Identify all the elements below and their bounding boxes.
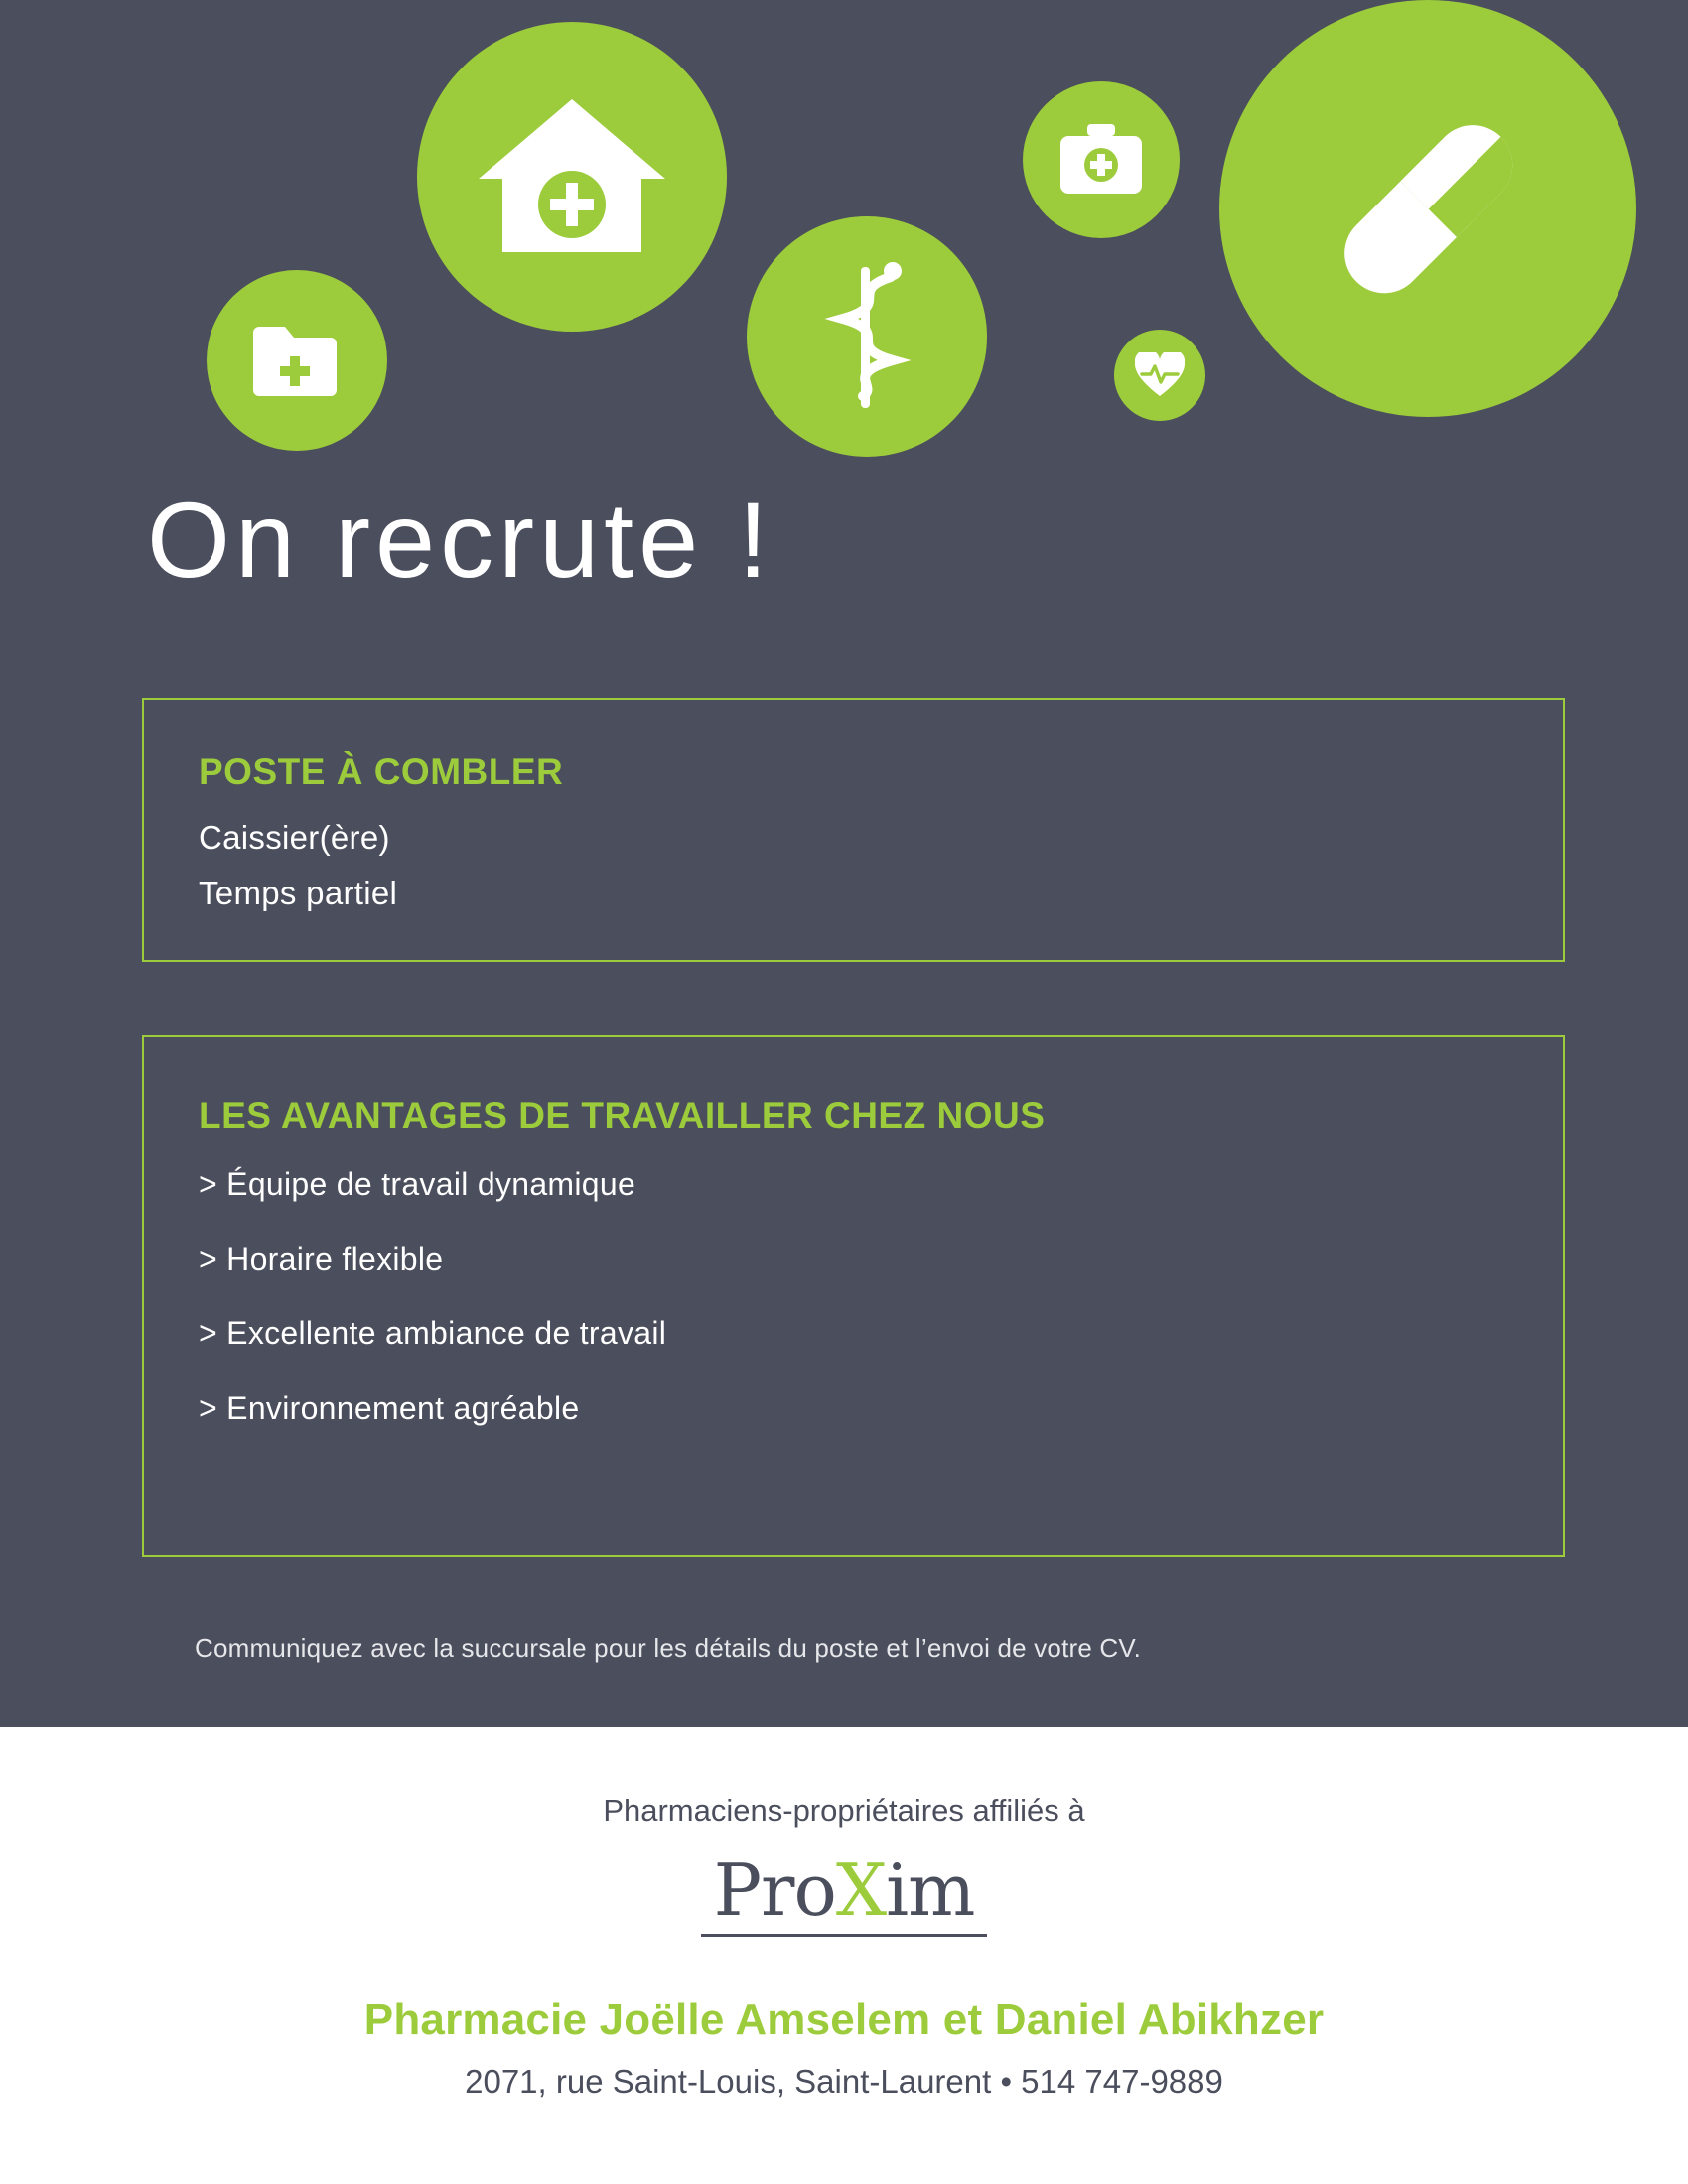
pharmacy-name: Pharmacie Joëlle Amselem et Daniel Abikhzer — [363, 1995, 1325, 2044]
folder-plus-icon — [207, 270, 387, 451]
house-medical-icon — [417, 22, 727, 332]
benefits-list — [199, 1166, 666, 1464]
benefits-box-title: LES AVANTAGES DE TRAVAILLER CHEZ NOUS — [199, 1095, 1046, 1136]
pharmacy-address: 2071, rue Saint-Louis, Saint-Laurent • 514 747-9889 — [465, 2063, 1223, 2100]
position-box — [142, 698, 1565, 962]
list-item: > Environnement agréable — [199, 1390, 580, 1426]
contact-note: Communiquez avec la succursale pour les détails du poste et l’envoi de votre CV. — [195, 1633, 1141, 1663]
list-item: > Horaire flexible — [199, 1241, 444, 1277]
benefits-box — [142, 1035, 1565, 1557]
logo-part-2: im — [886, 1848, 975, 1932]
affiliation-text: Pharmaciens-propriétaires affiliés à — [603, 1793, 1085, 1828]
job-title: Caissier(ère) — [199, 819, 390, 856]
rod-of-asclepius-icon — [747, 216, 987, 457]
footer — [0, 1727, 1688, 2184]
logo-part-x: X — [835, 1848, 887, 1932]
list-item: > Équipe de travail dynamique — [199, 1166, 636, 1202]
job-schedule: Temps partiel — [199, 875, 398, 911]
first-aid-kit-icon — [1023, 81, 1180, 238]
pill-capsule-icon — [1219, 0, 1636, 417]
list-item: > Excellente ambiance de travail — [199, 1315, 667, 1351]
logo-underline — [701, 1934, 987, 1937]
heart-pulse-icon — [1114, 330, 1205, 421]
position-box-title: POSTE À COMBLER — [199, 751, 564, 792]
logo-part-1: Pro — [713, 1848, 836, 1932]
icon-band — [0, 0, 1688, 467]
page-title: On recrute ! — [147, 479, 774, 600]
proxim-logo — [0, 1848, 1688, 1938]
